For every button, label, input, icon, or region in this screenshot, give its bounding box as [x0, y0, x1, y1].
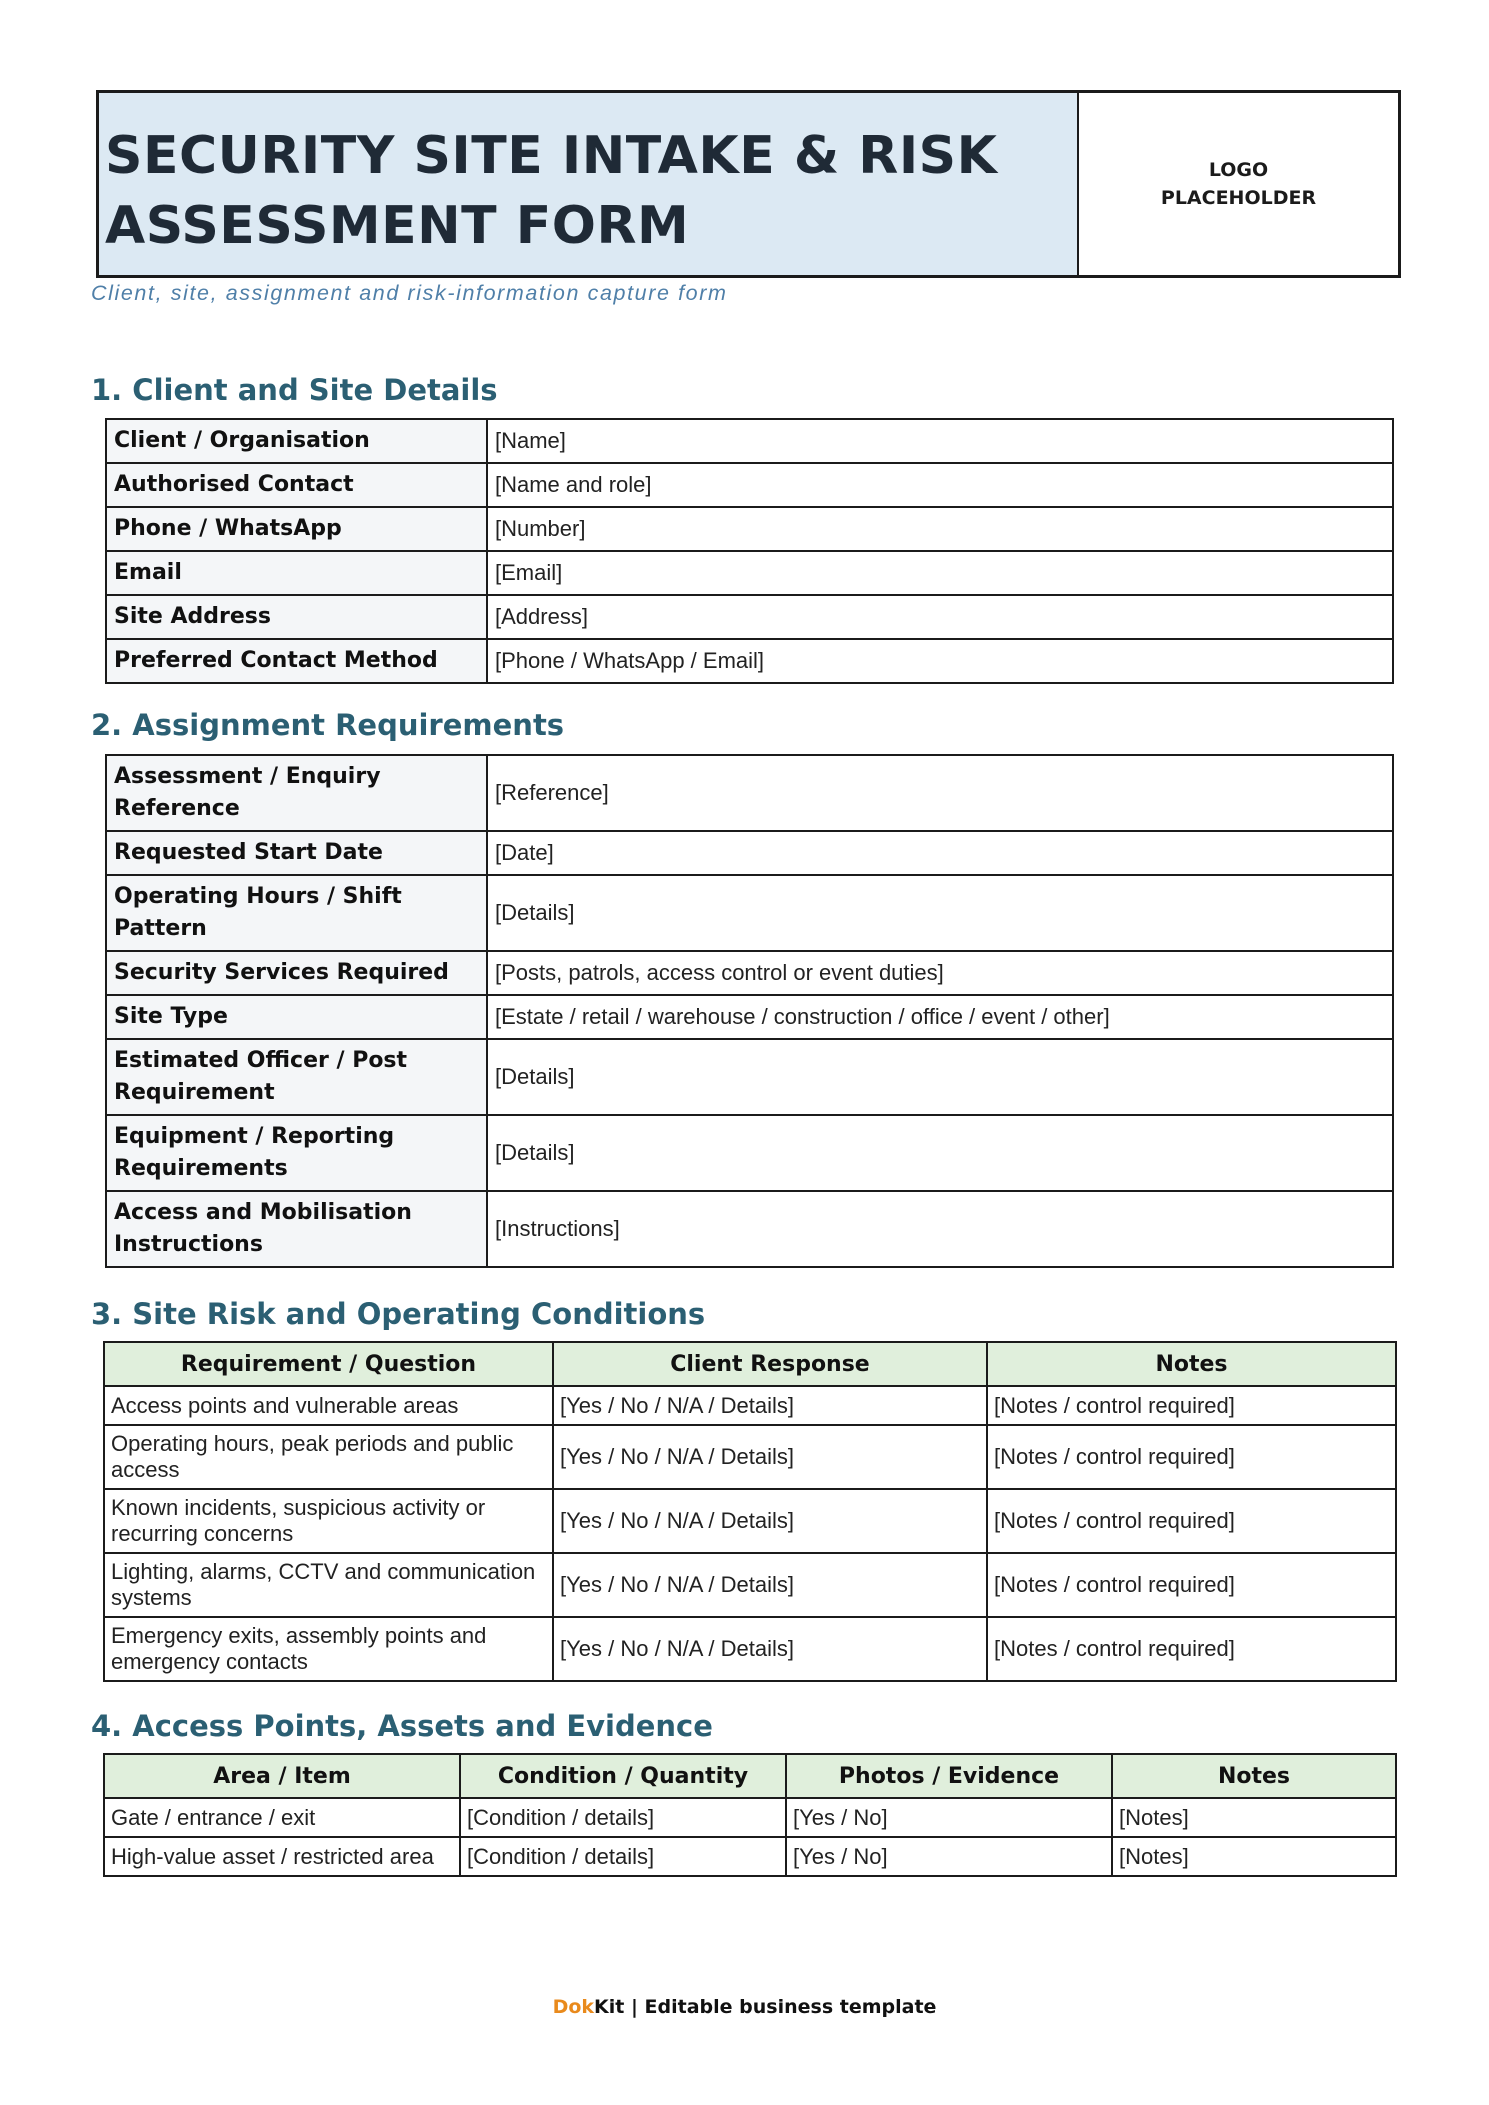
- table-cell[interactable]: [Yes / No / N/A / Details]: [553, 1489, 987, 1553]
- table-row: [106, 551, 1393, 595]
- field-label: Preferred Contact Method: [106, 639, 487, 683]
- field-label: Assessment / Enquiry Reference: [106, 755, 487, 831]
- section3-heading: 3. Site Risk and Operating Conditions: [91, 1297, 706, 1331]
- table-cell[interactable]: [Notes / control required]: [987, 1386, 1396, 1425]
- table-cell[interactable]: [Yes / No / N/A / Details]: [553, 1386, 987, 1425]
- table-cell[interactable]: [Notes]: [1112, 1837, 1396, 1876]
- field-label: Requested Start Date: [106, 831, 487, 875]
- field-value[interactable]: [Details]: [487, 875, 1393, 951]
- table-row: [106, 507, 1393, 551]
- column-header: Notes: [1112, 1754, 1396, 1798]
- row-label: Operating hours, peak periods and public access: [104, 1425, 553, 1489]
- table-cell[interactable]: [Condition / details]: [460, 1837, 786, 1876]
- table-row: [104, 1489, 1396, 1553]
- table-row: [106, 1115, 1393, 1191]
- table-row: [106, 875, 1393, 951]
- column-header: Photos / Evidence: [786, 1754, 1112, 1798]
- field-label: Security Services Required: [106, 951, 487, 995]
- table-row: [106, 1039, 1393, 1115]
- logo-line2: PLACEHOLDER: [1160, 187, 1317, 209]
- table-row: [106, 755, 1393, 831]
- form-title: [105, 121, 1077, 261]
- table-row: [104, 1425, 1396, 1489]
- field-label: Site Type: [106, 995, 487, 1039]
- footer-brand-accent: Dok: [552, 1996, 595, 2018]
- table-cell[interactable]: [Notes / control required]: [987, 1489, 1396, 1553]
- field-value[interactable]: [Details]: [487, 1115, 1393, 1191]
- table-cell[interactable]: [Notes / control required]: [987, 1553, 1396, 1617]
- table-cell[interactable]: [Yes / No / N/A / Details]: [553, 1617, 987, 1681]
- field-label: Client / Organisation: [106, 419, 487, 463]
- form-title-line2: ASSESSMENT FORM: [105, 196, 690, 256]
- table-row: [106, 831, 1393, 875]
- logo-line1: LOGO: [1208, 159, 1269, 181]
- field-label: Access and Mobilisation Instructions: [106, 1191, 487, 1267]
- table-cell[interactable]: [Notes / control required]: [987, 1617, 1396, 1681]
- table-row: [106, 951, 1393, 995]
- table-row: [106, 419, 1393, 463]
- field-label: Estimated Officer / Post Requirement: [106, 1039, 487, 1115]
- footer-brand-rest: Kit: [594, 1996, 625, 2018]
- field-value[interactable]: [Name and role]: [487, 463, 1393, 507]
- table-row: [106, 995, 1393, 1039]
- field-value[interactable]: [Number]: [487, 507, 1393, 551]
- field-value[interactable]: [Address]: [487, 595, 1393, 639]
- table-cell[interactable]: [Yes / No]: [786, 1798, 1112, 1837]
- table-row: [104, 1837, 1396, 1876]
- section4-heading: 4. Access Points, Assets and Evidence: [91, 1709, 713, 1743]
- field-value[interactable]: [Details]: [487, 1039, 1393, 1115]
- table-row: [104, 1617, 1396, 1681]
- field-value[interactable]: [Phone / WhatsApp / Email]: [487, 639, 1393, 683]
- client-site-table: [105, 418, 1394, 684]
- table-row: [106, 463, 1393, 507]
- form-title-line1: SECURITY SITE INTAKE & RISK: [105, 126, 998, 186]
- field-value[interactable]: [Reference]: [487, 755, 1393, 831]
- field-label: Phone / WhatsApp: [106, 507, 487, 551]
- field-value[interactable]: [Date]: [487, 831, 1393, 875]
- table-row: [104, 1386, 1396, 1425]
- table-cell[interactable]: [Condition / details]: [460, 1798, 786, 1837]
- table-cell[interactable]: [Notes]: [1112, 1798, 1396, 1837]
- column-header: Notes: [987, 1342, 1396, 1386]
- field-value[interactable]: [Estate / retail / warehouse / construction / office / event / other]: [487, 995, 1393, 1039]
- form-title-cell: [99, 93, 1079, 275]
- table-row: [104, 1798, 1396, 1837]
- field-label: Operating Hours / Shift Pattern: [106, 875, 487, 951]
- column-header: Client Response: [553, 1342, 987, 1386]
- table-cell[interactable]: [Yes / No / N/A / Details]: [553, 1425, 987, 1489]
- table-cell[interactable]: [Yes / No]: [786, 1837, 1112, 1876]
- row-label: Gate / entrance / exit: [104, 1798, 460, 1837]
- field-value[interactable]: [Email]: [487, 551, 1393, 595]
- row-label: Emergency exits, assembly points and emergency contacts: [104, 1617, 553, 1681]
- table-row: [106, 595, 1393, 639]
- table-row: [106, 639, 1393, 683]
- row-label: Lighting, alarms, CCTV and communication systems: [104, 1553, 553, 1617]
- column-header: Requirement / Question: [104, 1342, 553, 1386]
- table-row: [104, 1553, 1396, 1617]
- field-label: Email: [106, 551, 487, 595]
- row-label: Access points and vulnerable areas: [104, 1386, 553, 1425]
- field-value[interactable]: [Name]: [487, 419, 1393, 463]
- footer: [0, 1996, 1489, 2018]
- section1-heading: 1. Client and Site Details: [91, 373, 498, 407]
- field-label: Authorised Contact: [106, 463, 487, 507]
- footer-tagline: | Editable business template: [624, 1996, 937, 2018]
- table-row: [106, 1191, 1393, 1267]
- form-header: [96, 90, 1401, 278]
- table-cell[interactable]: [Yes / No / N/A / Details]: [553, 1553, 987, 1617]
- section2-heading: 2. Assignment Requirements: [91, 708, 565, 742]
- risk-table: [103, 1341, 1397, 1682]
- column-header: Condition / Quantity: [460, 1754, 786, 1798]
- logo-placeholder: [1079, 93, 1398, 275]
- field-label: Equipment / Reporting Requirements: [106, 1115, 487, 1191]
- field-value[interactable]: [Posts, patrols, access control or event duties]: [487, 951, 1393, 995]
- field-value[interactable]: [Instructions]: [487, 1191, 1393, 1267]
- table-cell[interactable]: [Notes / control required]: [987, 1425, 1396, 1489]
- row-label: Known incidents, suspicious activity or recurring concerns: [104, 1489, 553, 1553]
- access-points-table: [103, 1753, 1397, 1877]
- column-header: Area / Item: [104, 1754, 460, 1798]
- row-label: High-value asset / restricted area: [104, 1837, 460, 1876]
- form-subtitle: Client, site, assignment and risk-information capture form: [91, 281, 728, 305]
- field-label: Site Address: [106, 595, 487, 639]
- assignment-table: [105, 754, 1394, 1268]
